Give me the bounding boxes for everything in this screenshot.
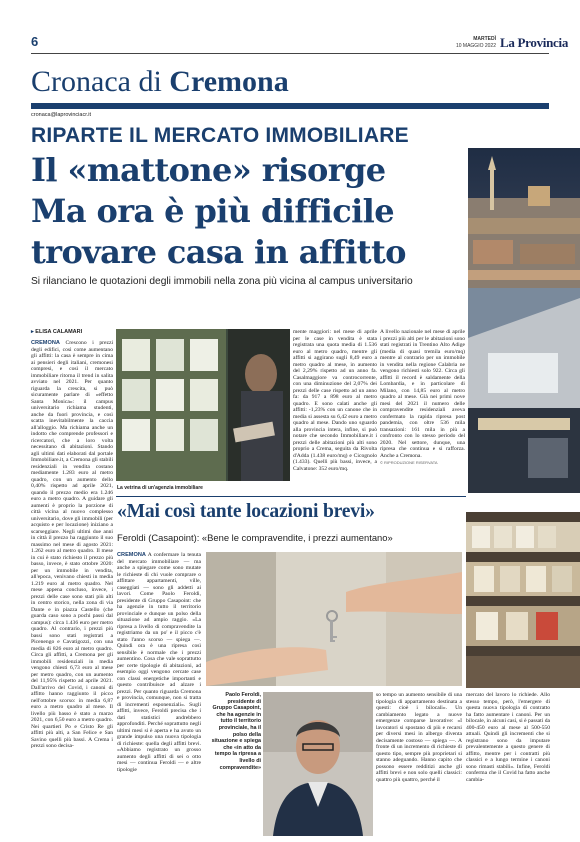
main-col1-lead: CREMONA (31, 340, 60, 346)
keys-handover-photo (206, 552, 462, 686)
main-col4-text: A livello nazionale nel mese di aprile i prezzi più alti per le abitazioni sono stati registrati in Trentino Alto Adige (media di quasi tremila euro/mq) mentre al contrario per un immobile in vendita nella regione Calabria ne vengono richiesti solo 922. Circa gli affitti il record è saldamente della Lombardia, e in particolare di Milano, con 14,85 euro al metro quadro al mese. Già nei primi nove mesi del 2021 il numero delle compravendite residenziali aveva confermato la rapida ripresa post pandemia, con oltre 536 mila transazioni: 161 mila in più a confronto con lo stesso periodo del 2020. Nel settore, dunque, una ripresa che continua e si rafforza. Anche a Cremona. (380, 329, 465, 459)
section-prefix: Cronaca di (31, 65, 162, 98)
feroldi-portrait (263, 692, 373, 836)
second-col1-text: A confermare la tenuta del mercato immobiliare — ma anche a spiegare come sono mutate le richieste di chi vuole comprare o affittare appartamenti, ville, caseggiati — sono gli addetti ai lavori. Come Paolo Feroldi, presidente di Gruppo Casapoint: che ha agenzie in tutto il territorio provinciale e dunque un polso della situazione ad ampio raggio. «La ripresa a livello di compravendite la registriamo da un po' e il picco c'è stato l'anno scorso — spiega —. Quindi ora è una ripresa così sensibile è normale che i prezzi aumentino. Cosa che vale soprattutto per certe tipologie di abitazioni, ad esempio oggi vengono cercate case con classi energetiche importanti e questo contribuisce ad alzare i prezzi. Per quanto riguarda Cremona e provincia, comunque, non si tratta di incrementi esponenziali». Sugli affitti, invece, Feroldi precisa che i dati statistici andrebbero approfonditi. Perché soprattutto negli ultimi mesi si è aperta e ha avuto un grande impulso una nuova tipologia di richieste: quella degli affitti brevi. «Abbiamo registrato un grosso aumento degli affitti di sei o otto mesi — continua Feroldi — e altre tipologie (117, 552, 201, 773)
second-article-col-4 (466, 692, 550, 837)
section-city: Cremona (169, 65, 289, 98)
header-rule (31, 53, 549, 54)
city-aerial-illustration (468, 148, 580, 493)
main-article-col-3 (293, 329, 377, 494)
second-article-col-3 (376, 692, 462, 837)
portrait-illustration (263, 692, 373, 836)
second-headline: «Mai così tante locazioni brevi» (117, 501, 375, 522)
main-col3-text: mente maggiori: nel mese di aprile per le case in vendita è stata registrata una quota media di 1.536 euro al metro quadro, mentre gli affitti si aggirano sugli 8,49 euro a metro quadro al mese, in aumento del 2,29% rispetto ad un anno fa. Casalmaggiore va controcorrente, con una diminuzione del 2,07% dei prezzi delle case rispetto ad un anno fa: da 917 a 898 euro al metro quadro. E sono calati anche gli affitti: -1,23% con un canone che in media si assesta su 6,42 euro a metro quadro al mese. Dando uno sguardo alla provincia intera, infine, si può notare che secondo Immobiliare.it i prezzi delle abitazioni più alti sono proprio a Crema, seguita da Rivolta d'Adda (1.438 euro/mq) e Cicognolo (1.433). Quelli più bassi, invece, a Calvatone: 352 euro/mq. (293, 329, 377, 472)
main-article-col-4 (380, 329, 465, 494)
portrait-caption (207, 692, 261, 771)
agency-shelves-illustration (466, 512, 580, 688)
main-subheadline: Si rilanciano le quotazioni degli immobili nella zona più vicina al campus universitario (31, 276, 413, 287)
agency-window-photo (116, 329, 290, 481)
city-aerial-photo (468, 148, 580, 493)
second-article-col-1 (117, 552, 201, 837)
agency-window-illustration (116, 329, 290, 481)
issue-date: 10 MAGGIO 2022 (455, 43, 496, 49)
issue-day: MARTEDÌ (473, 36, 496, 42)
second-article-rule (116, 496, 466, 497)
main-headline-line-3: trovare casa in affitto (31, 233, 406, 271)
copyright-note: © RIPRODUZIONE RISERVATA (380, 460, 438, 465)
main-headline-line-1: Il «mattone» risorge (31, 151, 386, 189)
byline-name: ELISA CALAMARI (35, 329, 83, 335)
byline (31, 329, 82, 335)
masthead-logo: La Provincia (500, 35, 569, 50)
main-kicker: RIPARTE IL MERCATO IMMOBILIARE (31, 124, 409, 147)
section-email: cronaca@laprovinciacr.it (31, 112, 91, 118)
main-col1-text: Crescono i prezzi degli edifici, così come aumentano gli affitti: la casa è sempre in cima ai pensieri degli italiani, cremonesi compresi, e così il mercato immobiliare ritorna il trend in salita avviato nel 2021. Per quanto riguarda la crescita, si può sicuramente parlare di «effetto Santa Monica»: il campus universitario richiama studenti, anche da fuori provincia, e così scatta inevitabilmente la caccia all'alloggio. Ma richiama anche un indotto che comprende professori e ricercatori, che a loro volta necessitano di abitazioni. Stando agli ultimi dati elaborati dal portale Immobiliare.it, a Cremona gli stabili residenziali in vendita costano mediamente 1.283 euro al metro quadro, con un aumento dello 0,40% rispetto ad aprile 2021, quando il prezzo medio era 1.246 euro a metro quadro. A guidare gli aumenti è proprio la porzione di città vicina al nuovo complesso universitario, dove gli immobili (per acquisto e per locazione) iniziano a scarseggiare. Negli ultimi due anni in città il prezzo ha raggiunto il suo massimo nel mese di agosto 2021: 1.262 euro al metro quadro. Il mese in cui è stato richiesto il prezzo più basso, invece, è stato ottobre 2020: per un immobile in vendita, all'epoca, venivano chiesti in media 1.219 euro al metro quadro. Nel mese appena concluso, invece, i prezzi delle case sono stati più alti in centro storico, nella zona di via Dante e in piazza Castello (che guarda caso sono a pochi passi dal campus): circa 1.436 euro per metro quadro. Al contrario, i prezzi più bassi sono stati registrati a Picenengo e Cavatigozzi, con una media di 826 euro al metro quadro. Circa gli affitti, a Cremona per gli immobili residenziali in media vengono chiesti 6,73 euro al mese per metro quadro, con un aumento del 11,95% rispetto ad aprile 2021. Dall'arrivo del Covid, i canoni di affitto hanno raggiunto il picco nell'ottobre scorso: in media 6,87 euro a metro quadro al mese. Il livello più basso è stato a marzo 2021, con 6,50 euro a metro quadro. Nei quartieri Po e Cristo Re gli affitti più alti, a San Felice e San Savino quelli più bassi. A Crema i prezzi sono decisa- (31, 340, 113, 749)
section-title (31, 66, 289, 98)
second-col4-text: mercato del lavoro lo richiede. Allo stesso tempo, però, l'emergere di questa nuova tipologia di contratto ha fatto aumentare i canoni. Per un bilocale, in alcuni casi, si è passati da 400-450 euro al mese al 500-550 attuali. Quindi gli incrementi che si registrano sono da imputare prevalentemente a questo genere di affitto, mentre per i contratti più classici e a lungo termine i canoni sono rimasti stabili». Infine, Feroldi conferma che il Covid ha fatto anche cambia- (466, 692, 550, 783)
agency-shelves-photo (466, 512, 580, 688)
main-article-col-1 (31, 340, 113, 834)
byline-arrow-icon: ▸ (31, 329, 36, 335)
page-number: 6 (31, 34, 39, 49)
second-subheadline: Feroldi (Casapoint): «Bene le compravendite, i prezzi aumentano» (117, 532, 393, 543)
second-col1-lead: CREMONA (117, 552, 146, 558)
second-col3-text: so tempo un aumento sensibile di una tipologia di appartamento destinata a questi: cioè i bilocali». Un cambiamento legato a nuove emergenze comparse lavorative: «I lavoratori si spostano di più e recarsi per diversi mesi in albergo diventa decisamente costoso — spiega —. A fronte di un incremento di richieste di questo tipo, sempre più proprietari si stanno adeguando. Hanno capito che possono essere redditizi anche gli affitti brevi e non solo quelli classici: quattro più quattro, perché il (376, 692, 462, 783)
agency-photo-caption: La vetrina di un'agenzia immobiliare (117, 485, 203, 491)
section-rule (31, 103, 549, 109)
keys-handover-illustration (206, 552, 462, 686)
main-headline-line-2: Ma ora è più difficile (31, 192, 394, 230)
portrait-caption-text: presidente di Gruppo Casapoint, che ha agenzie in tutto il territorio provinciale, ha il polso della situazione e spiega che «in atto da tempo la ripresa a livello di compravendite» (211, 698, 261, 771)
main-headline (31, 150, 406, 273)
portrait-caption-name: Paolo Feroldi, (225, 692, 261, 698)
